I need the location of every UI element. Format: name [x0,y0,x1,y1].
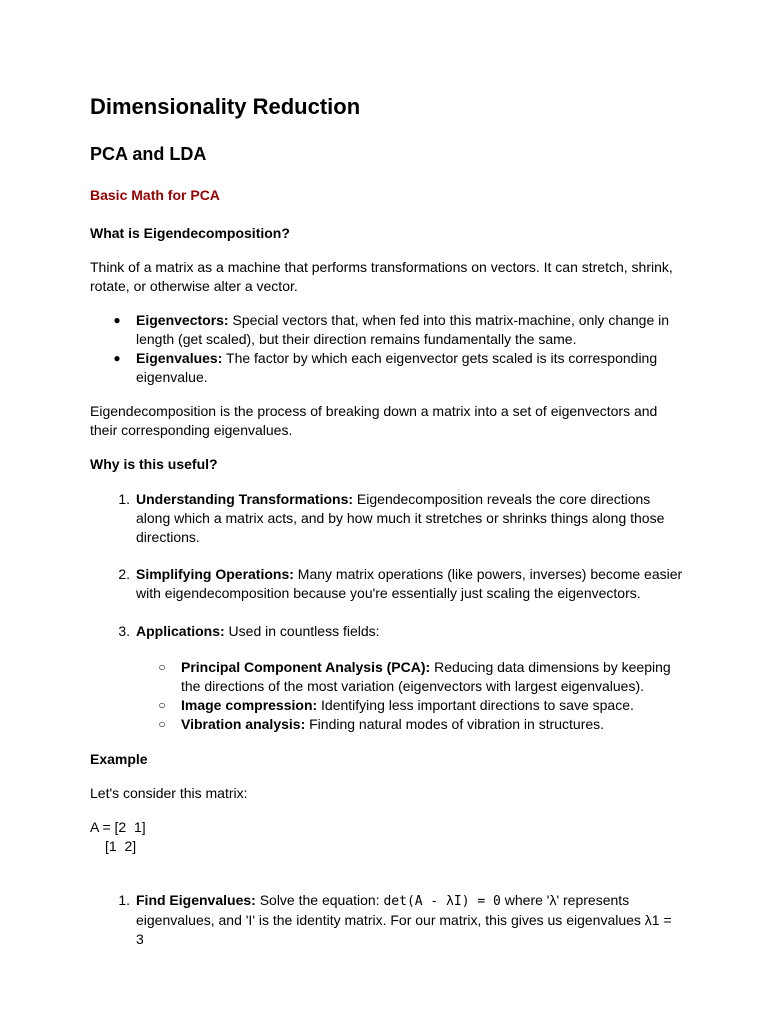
application-term: Vibration analysis: [181,716,306,732]
matrix-row-2: [1 2] [105,838,137,854]
step-text-after: where 'λ' represents eigenvalues, and 'I' is the identity matrix. For our matrix, this gives us eigenvalues λ1 = 3 [136,892,672,947]
list-item [118,490,666,547]
list-number: 2. [118,566,130,582]
reason-term: Applications: [136,623,225,639]
list-item [158,658,681,696]
question-heading-eigendecomposition: What is Eigendecomposition? [90,225,290,241]
summary-paragraph: Eigendecomposition is the process of breaking down a matrix into a set of eigenvectors and their corresponding eigenvalues. [90,403,658,438]
circle-bullet-icon: ○ [158,660,166,674]
list-item [113,349,676,387]
bullet-term: Eigenvectors: [136,312,229,328]
application-term: Image compression: [181,697,318,713]
list-item [158,715,681,734]
matrix-row-1: A = [2 1] [90,819,146,835]
question-heading-useful: Why is this useful? [90,456,218,472]
document-subtitle: PCA and LDA [90,144,207,164]
step-text-before: Solve the equation: [255,892,384,908]
list-item [113,311,676,349]
application-text: Identifying less important directions to save space. [317,697,634,713]
intro-paragraph: Think of a matrix as a machine that performs transformations on vectors. It can stretch, shrink, rotate, or otherwise alter a vector. [90,259,673,294]
document-title: Dimensionality Reduction [90,94,361,119]
list-item [118,565,686,603]
application-text: Finding natural modes of vibration in structures. [305,716,605,732]
example-intro: Let's consider this matrix: [90,785,248,801]
reason-text: Used in countless fields: [224,623,380,639]
bullet-icon: ● [113,351,121,365]
bullet-text: Special vectors that, when fed into this matrix-machine, only change in length (get scaled), but their direction remains fundamentally the same. [136,312,670,347]
bullet-text: The factor by which each eigenvector gets scaled is its corresponding eigenvalue. [136,350,658,385]
reason-text: Eigendecomposition reveals the core directions along which a matrix acts, and by how much it stretches or shrinks things along those directions. [136,491,665,545]
list-item [118,891,681,949]
reason-term: Understanding Transformations: [136,491,354,507]
reason-term: Simplifying Operations: [136,566,294,582]
list-item [158,696,681,715]
section-heading: Basic Math for PCA [90,187,220,203]
bullet-icon: ● [113,313,121,327]
application-text: Reducing data dimensions by keeping the directions of the most variation (eigenvectors with largest eigenvalues). [181,659,671,694]
circle-bullet-icon: ○ [158,717,166,731]
step-term: Find Eigenvalues: [136,892,256,908]
list-item [118,622,676,641]
list-number: 1. [118,491,130,507]
reason-text: Many matrix operations (like powers, inverses) become easier with eigendecomposition because you're essentially just scaling the eigenvectors. [136,566,683,601]
list-number: 1. [118,892,130,908]
application-term: Principal Component Analysis (PCA): [181,659,431,675]
list-number: 3. [118,623,130,639]
equation-code: det(A - λI) = 0 [383,894,501,909]
bullet-term: Eigenvalues: [136,350,223,366]
circle-bullet-icon: ○ [158,698,166,712]
example-heading: Example [90,751,148,767]
